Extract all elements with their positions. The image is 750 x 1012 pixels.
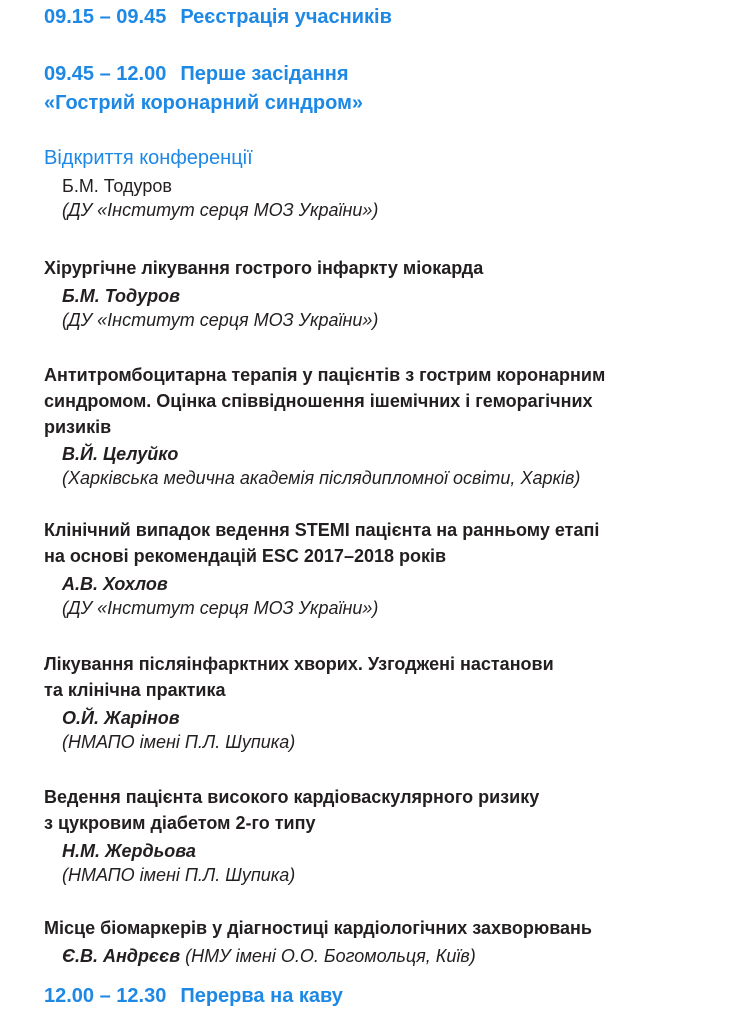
talk-item [44,915,730,968]
talk-title-line: Хірургічне лікування гострого інфаркту міокарда [44,258,484,278]
talk-title-line: Лікування післяінфарктних хворих. Узгоджені настанови [44,654,554,674]
speaker-affiliation: (НМАПО імені П.Л. Шупика) [62,732,296,752]
talk-title-line: на основі рекомендацій ESC 2017–2018 років [44,546,447,566]
talk-title-line: ризиків [44,417,112,437]
time-range: 09.15 – 09.45 [44,6,167,28]
time-range: 09.45 – 12.00 [44,63,167,85]
talk-title-line: з цукровим діабетом 2-го типу [44,813,316,833]
session-subtitle: «Гострий коронарний синдром» [44,92,364,114]
talk-item [44,651,730,754]
coffee-break-slot [44,982,730,1011]
speaker-name: Н.М. Жердьова [62,841,196,861]
speaker-affiliation: (ДУ «Інститут серця МОЗ України») [62,598,379,618]
talk-title-line: Клінічний випадок ведення STEMI пацієнта на ранньому етапі [44,520,600,540]
speaker-affiliation: (НМАПО імені П.Л. Шупика) [62,865,296,885]
speaker-name: О.Й. Жарінов [62,708,180,728]
speaker-affiliation: (ДУ «Інститут серця МОЗ України») [62,200,379,220]
speaker-affiliation: (Харківська медична академія післядипломної освіти, Харків) [62,468,581,488]
opening-block [44,145,730,222]
talk-title-line: Ведення пацієнта високого кардіоваскулярного ризику [44,787,540,807]
section-heading: Відкриття конференції [44,147,253,169]
speaker-name: В.Й. Целуйко [62,444,179,464]
speaker-name: Б.М. Тодуров [62,286,181,306]
talk-item [44,517,730,620]
registration-slot [44,3,730,32]
speaker-affiliation: (ДУ «Інститут серця МОЗ України») [62,310,379,330]
talk-title-line: Антитромбоцитарна терапія у пацієнтів з гострим коронарним [44,365,606,385]
talk-item [44,255,730,332]
slot-title: Реєстрація учасників [180,6,392,28]
speaker-line [62,944,730,968]
talk-title-line: синдромом. Оцінка співвідношення ішемічних і геморагічних [44,391,593,411]
talk-title-line: Місце біомаркерів у діагностиці кардіологічних захворювань [44,918,592,938]
speaker-name: Б.М. Тодуров [62,176,172,196]
session-title: Перше засідання [180,63,349,85]
time-range: 12.00 – 12.30 [44,985,167,1007]
talk-item [44,784,730,887]
slot-title: Перерва на каву [180,985,343,1007]
speaker-name: Є.В. Андрєєв [62,946,181,966]
speaker-name: А.В. Хохлов [62,574,168,594]
talk-item [44,362,730,490]
speaker-affiliation: (НМУ імені О.О. Богомольця, Київ) [185,946,476,966]
talk-title-line: та клінічна практика [44,680,226,700]
session-slot [44,60,730,118]
